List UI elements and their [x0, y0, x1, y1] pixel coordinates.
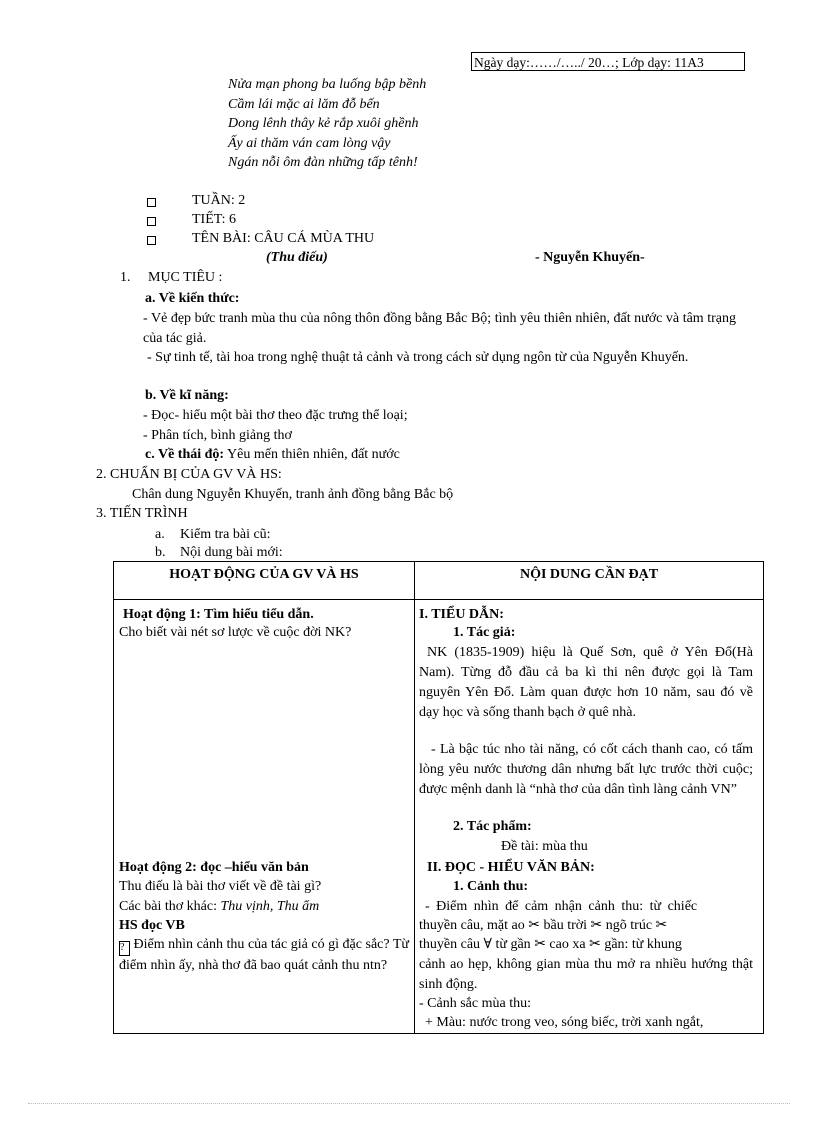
- author-bio: NK (1835-1909) hiệu là Quế Sơn, quê ở Yên Đổ(Hà Nam). Từng đỗ đầu cả ba kì thi nên được gọi là Tam nguyên Yên Đổ. Làm quan được hơn 10 năm, sau đó về dạy học và sống thanh bạch ở quê nhà.: [419, 645, 753, 720]
- attitude-text: Yêu mến thiên nhiên, đất nước: [224, 447, 400, 462]
- activity-1-title: Hoạt động 1: Tìm hiểu tiểu dẫn.: [123, 607, 314, 622]
- question-mark-icon: ?: [119, 941, 130, 956]
- section2-text: Chân dung Nguyễn Khuyến, tranh ảnh đồng bằng Bắc bộ: [132, 487, 454, 502]
- viewpoint-line-2: thuyền câu, mặt ao ✂ bầu trời ✂ ngõ trúc ✂: [419, 918, 668, 933]
- poem-line: Cầm lái mặc ai lăm đỗ bến: [228, 96, 380, 112]
- section3-b-text: Nội dung bài mới:: [180, 545, 283, 560]
- work-topic: Đề tài: mùa thu: [501, 839, 588, 854]
- poem-line: Nửa mạn phong ba luống bập bềnh: [228, 77, 427, 92]
- section-intro-title: I. TIỂU DẪN:: [419, 607, 504, 622]
- section3-b-label: b.: [155, 545, 166, 560]
- knowledge-point-1: - Vẻ đẹp bức tranh mùa thu của nông thôn đồng bằng Bắc Bộ; tình yêu thiên nhiên, đất nước và tâm trạng của tác giả.: [143, 311, 736, 346]
- section1-heading: MỤC TIÊU :: [148, 270, 223, 285]
- section3-a-text: Kiểm tra bài cũ:: [180, 527, 271, 542]
- work-subtitle: 2. Tác phẩm:: [453, 819, 532, 834]
- table-header-left: HOẠT ĐỘNG CỦA GV VÀ HS: [114, 562, 415, 600]
- activity-2-question-1: Thu điếu là bài thơ viết về đề tài gì?: [119, 879, 322, 894]
- tuan-line: TUẦN: 2: [192, 193, 246, 208]
- lesson-title: TÊN BÀI: CÂU CÁ MÙA THU: [192, 231, 375, 246]
- viewpoint-line-4: cảnh ao hẹp, không gian mùa thu mở ra nhiều hướng thật sinh động.: [419, 957, 753, 992]
- activity-2-other-poems: Các bài thơ khác: Thu vịnh, Thu ẩm: [119, 899, 320, 914]
- author-traits: - Là bậc túc nho tài năng, có cốt cách thanh cao, có tấm lòng yêu nước thương dân nhưng bất lực trước thời cuộc; được mệnh danh là “nhà thơ của dân tình làng cảnh VN”: [419, 742, 753, 797]
- table-header-right: NỘI DUNG CẦN ĐẠT: [415, 562, 764, 600]
- scissors-icon: ✂: [528, 918, 540, 933]
- section1-number: 1.: [120, 270, 131, 285]
- section-reading-title: II. ĐỌC - HIỂU VĂN BẢN:: [427, 860, 595, 875]
- scissors-icon: ✂: [655, 918, 668, 933]
- section3-a-label: a.: [155, 527, 165, 542]
- author-subtitle: 1. Tác giả:: [453, 625, 516, 640]
- scissors-icon: ✂: [590, 918, 603, 933]
- tiet-line: TIẾT: 6: [192, 212, 237, 227]
- date-box: [471, 52, 745, 71]
- poem: [228, 75, 426, 173]
- square-bullet-icon: [147, 236, 156, 245]
- attitude-title: c. Về thái độ:: [145, 447, 225, 462]
- lesson-subtitle: (Thu điếu): [266, 250, 328, 265]
- knowledge-title: a. Về kiến thức:: [145, 291, 240, 306]
- scissors-icon: ✂: [589, 937, 601, 952]
- poem-line: Dong lênh thây kẻ rắp xuôi ghềnh: [228, 116, 419, 131]
- down-arrow-icon: ∀: [483, 937, 492, 952]
- skills-point-1: - Đọc- hiểu một bài thơ theo đặc trưng thể loại;: [143, 408, 408, 423]
- square-bullet-icon: [147, 198, 156, 207]
- viewpoint-line-3: thuyền câu ∀ từ gần ✂ cao xa ✂ gần: từ khung: [419, 937, 682, 952]
- teacher-activity-cell: [114, 600, 415, 1034]
- knowledge-point-2: - Sự tinh tế, tài hoa trong nghệ thuật tả cảnh và trong cách sử dụng ngôn từ của Nguyễn Khuyến.: [147, 350, 689, 365]
- scenery-title: - Cảnh sắc mùa thu:: [419, 996, 531, 1011]
- activity-1-question: Cho biết vài nét sơ lược về cuộc đời NK?: [119, 625, 352, 640]
- author-name: - Nguyễn Khuyến-: [535, 250, 645, 265]
- activity-2-question-2: ? Điểm nhìn cảnh thu của tác giả có gì đặc sắc? Từ điểm nhìn ấy, nhà thơ đã bao quát cảnh thu ntn?: [119, 937, 409, 973]
- poem-line: Ngán nỗi ôm đàn những tấp tênh!: [228, 155, 418, 170]
- square-bullet-icon: [147, 217, 156, 226]
- student-read-label: HS đọc VB: [119, 918, 185, 933]
- activity-2-title: Hoạt động 2: đọc –hiểu văn bản: [119, 860, 309, 875]
- poem-line: Ấy ai thăm ván cam lòng vậy: [228, 135, 391, 151]
- scenery-color-line: + Màu: nước trong veo, sóng biếc, trời xanh ngắt,: [425, 1015, 704, 1030]
- skills-title: b. Về kĩ năng:: [145, 388, 229, 403]
- content-cell: [415, 600, 764, 1034]
- date-line: Ngày dạy:……/…../ 20…; Lớp dạy: 11A3: [474, 55, 704, 70]
- scissors-icon: ✂: [534, 937, 546, 952]
- section2-heading: 2. CHUẨN BỊ CỦA GV VÀ HS:: [96, 467, 282, 482]
- attitude-line: [145, 446, 400, 464]
- viewpoint-line-1: - Điểm nhìn để cảm nhận cảnh thu: từ chiếc: [425, 899, 698, 914]
- footer-divider: [28, 1103, 790, 1104]
- skills-point-2: - Phân tích, bình giảng thơ: [143, 428, 292, 443]
- lesson-table: [113, 561, 764, 1034]
- section3-heading: 3. TIẾN TRÌNH: [96, 506, 188, 521]
- autumn-scene-subtitle: 1. Cảnh thu:: [453, 879, 529, 894]
